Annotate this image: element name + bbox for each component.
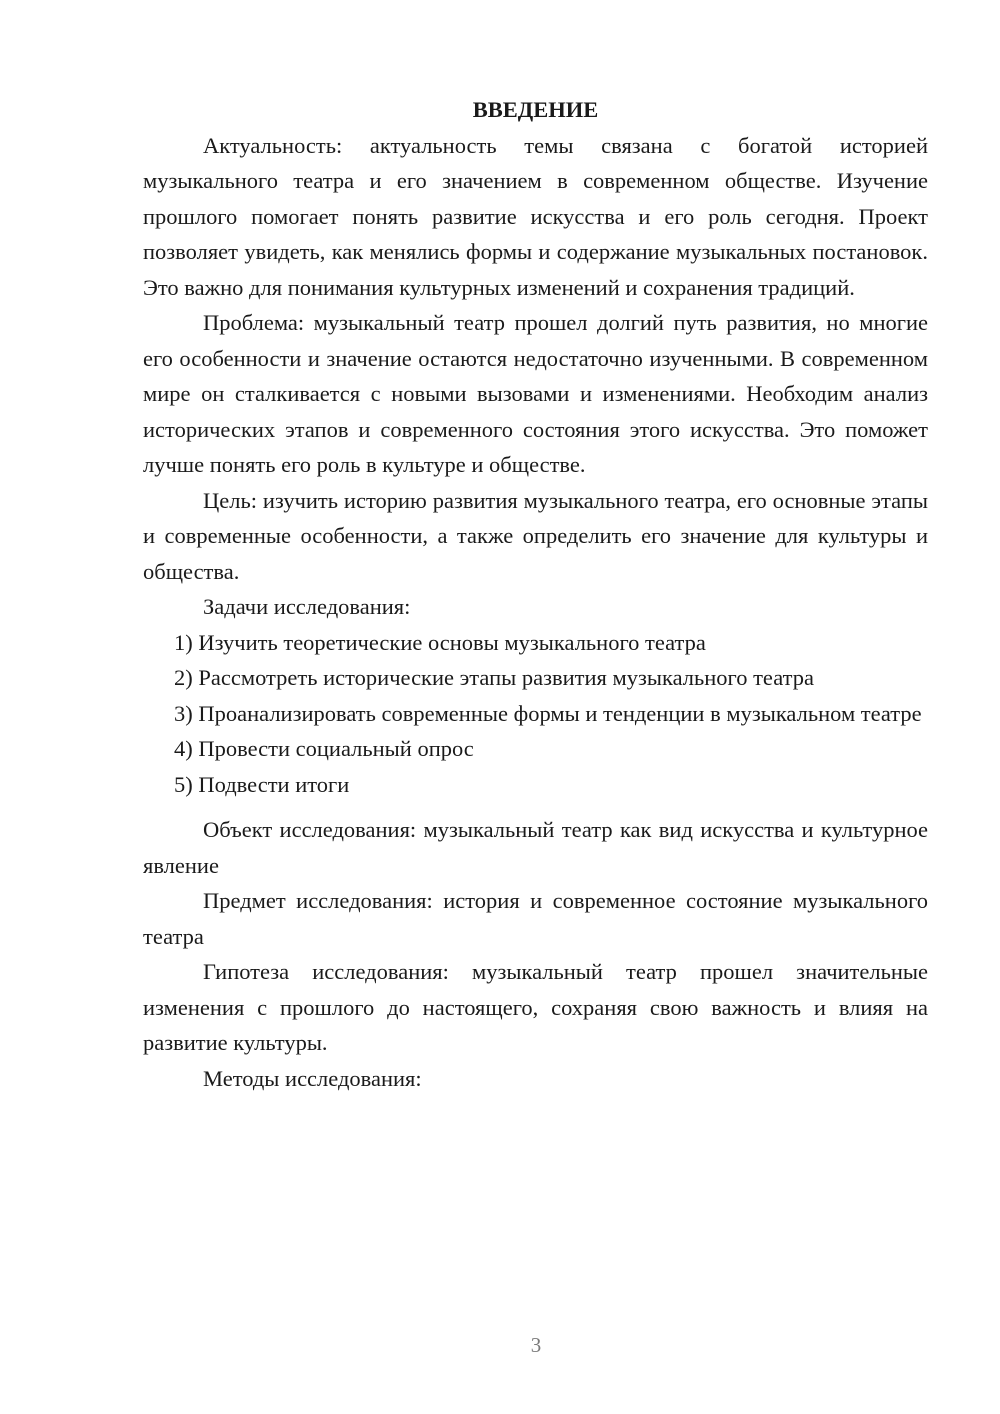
hypothesis-paragraph: Гипотеза исследования: музыкальный театр прошел значительные изменения с прошлого до настоящего, сохраняя свою важность и влияя на развитие культуры.	[143, 959, 928, 1055]
list-item: 1) Изучить теоретические основы музыкального театра	[174, 629, 706, 655]
problem-paragraph: Проблема: музыкальный театр прошел долгий путь развития, но многие его особенности и значение остаются недостаточно изученными. В современном мире он сталкивается с новыми вызовами и изменениями. Необходим анализ исторических этапов и современного состояния этого искусства. Это поможет лучше понять его роль в культуре и обществе.	[143, 310, 928, 477]
page-content	[143, 92, 928, 1096]
relevance-paragraph: Актуальность: актуальность темы связана с богатой историей музыкального театра и его значением в современном обществе. Изучение прошлого помогает понять развитие искусства и его роль сегодня. Проект позволяет увидеть, как менялись формы и содержание музыкальных постановок. Это важно для понимания культурных изменений и сохранения традиций.	[143, 132, 928, 300]
methods-heading: Методы исследования:	[203, 1065, 422, 1091]
tasks-heading: Задачи исследования:	[203, 594, 411, 619]
list-item: 4) Провести социальный опрос	[174, 736, 474, 761]
goal-paragraph: Цель: изучить историю развития музыкального театра, его основные этапы и современные особенности, а также определить его значение для культуры и общества.	[143, 487, 928, 584]
page-title: ВВЕДЕНИЕ	[472, 97, 599, 122]
list-item: 3) Проанализировать современные формы и тенденции в музыкальном театре	[174, 700, 922, 726]
list-item: 2) Рассмотреть исторические этапы развития музыкального театра	[174, 665, 814, 690]
list-item: 5) Подвести итоги	[174, 771, 350, 797]
page-number: 3	[530, 1333, 542, 1357]
object-paragraph: Объект исследования: музыкальный театр как вид искусства и культурное явление	[143, 817, 928, 878]
subject-paragraph: Предмет исследования: история и современное состояние музыкального театра	[143, 888, 928, 949]
